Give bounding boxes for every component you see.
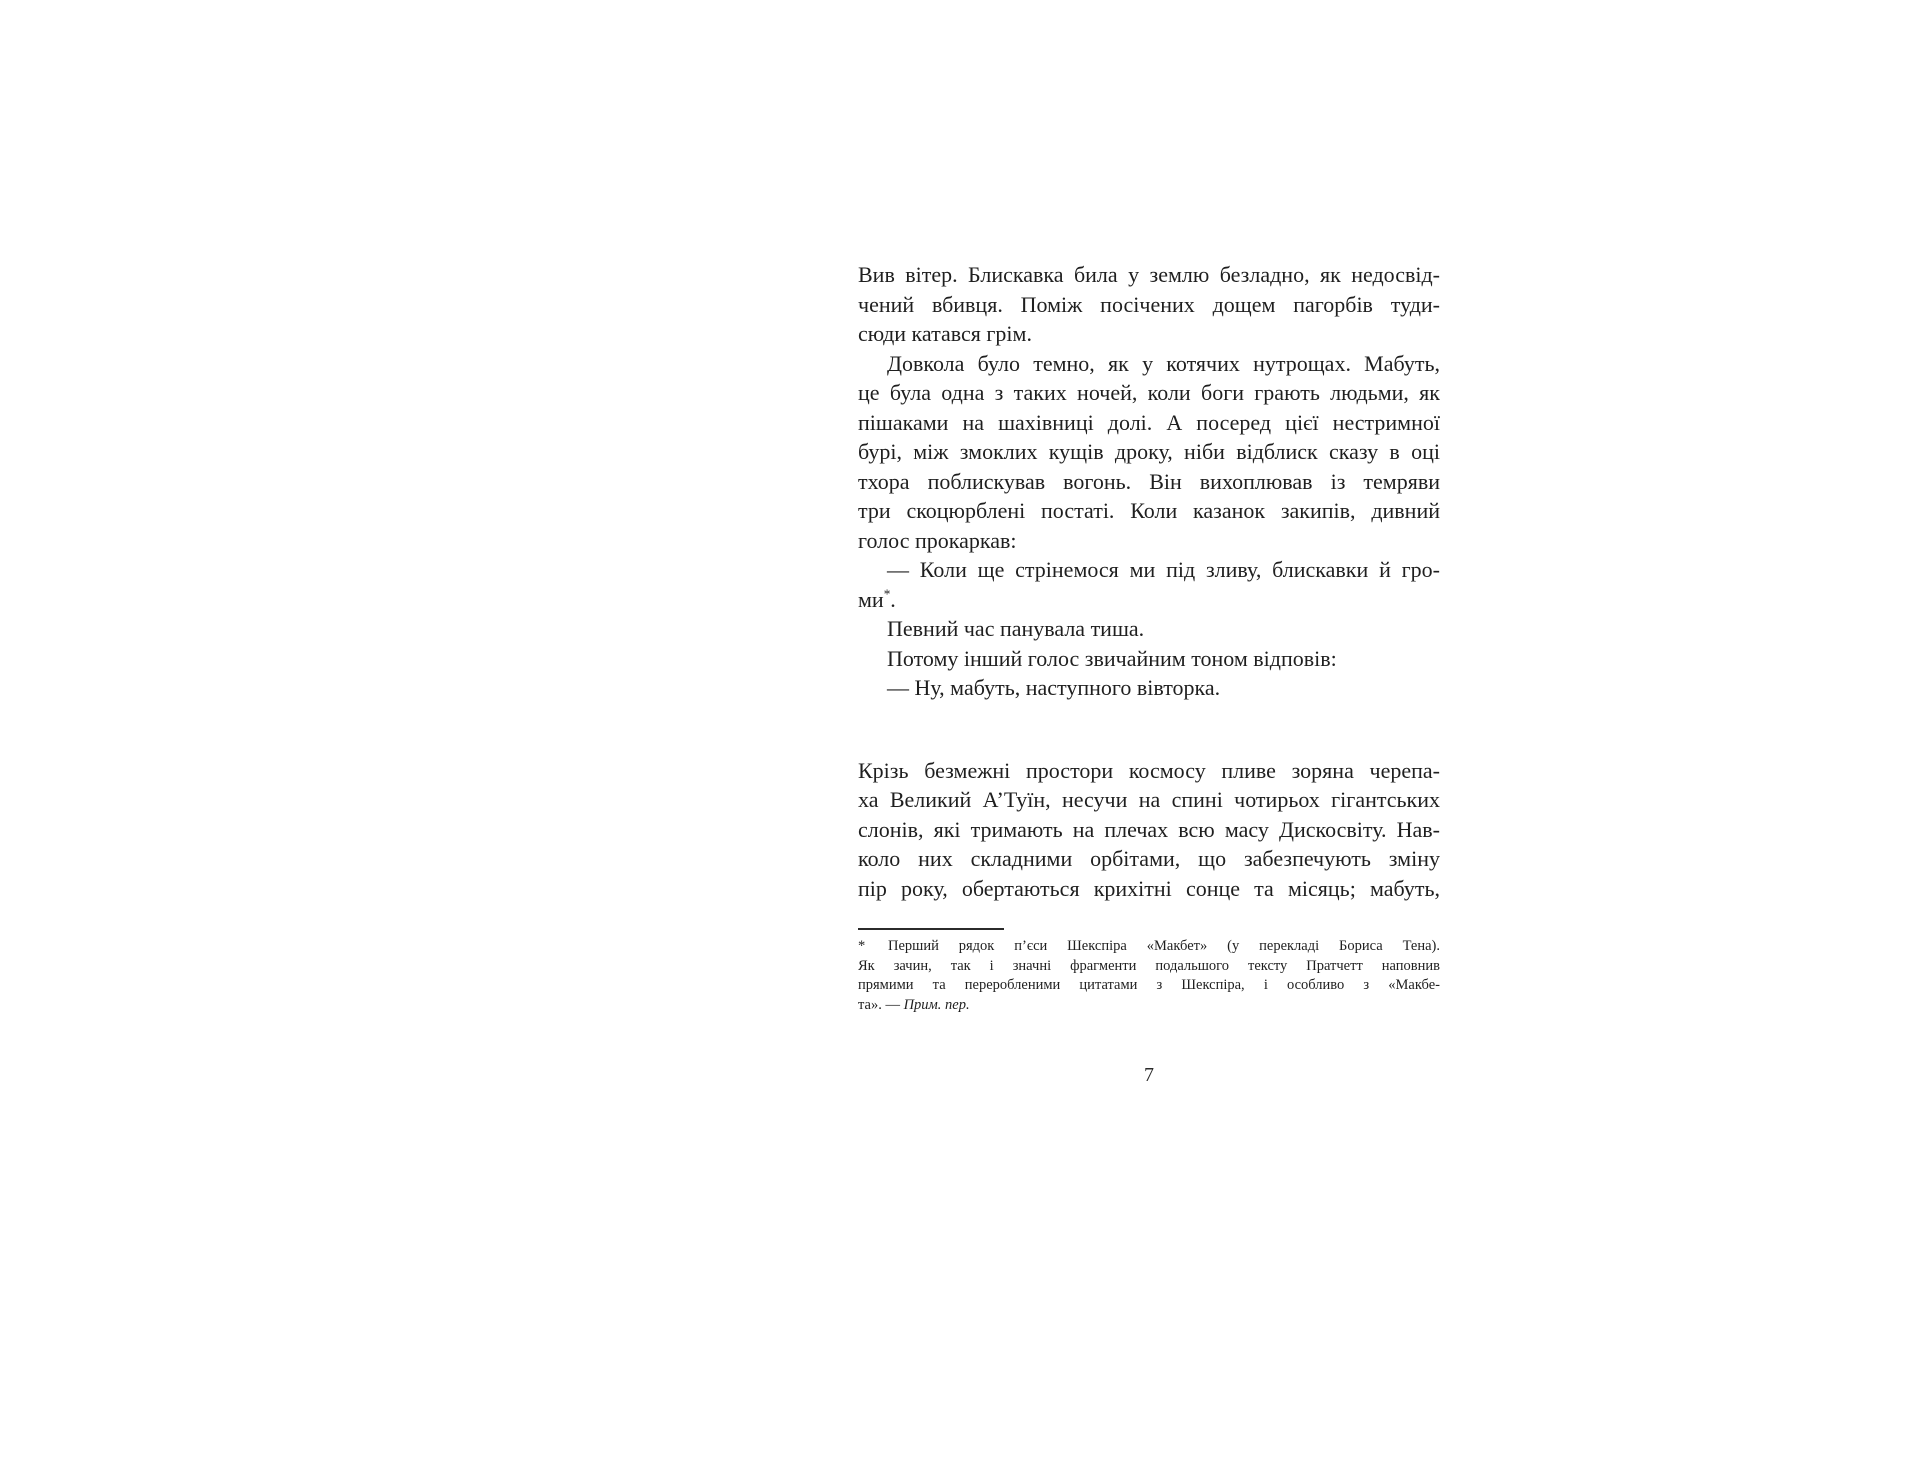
text-line: голос прокаркав: — [858, 527, 1017, 553]
text-line: пір року, обертаються крихітні сонце та місяць; мабуть, — [858, 875, 1440, 901]
paragraph — [858, 349, 1440, 556]
text-line: бурі, між змоклих кущів дроку, ніби відблиск сказу в оці — [858, 439, 1440, 464]
translator-note-label: Прим. пер. — [903, 996, 970, 1013]
footnote-line: та». — Прим. пер. — [858, 996, 970, 1013]
footnote-line: прямими та переробленими цитатами з Шекспіра, і особливо з «Макбе- — [858, 977, 1440, 993]
footnote-separator-rule — [858, 928, 1004, 930]
text-line: Потому інший голос звичайним тоном відповів: — [887, 645, 1337, 671]
text-line: тхора поблискував вогонь. Він вихоплював із темряви — [858, 468, 1440, 494]
footnote-reference-marker: * — [883, 586, 891, 602]
text-line: Вив вітер. Блискавка била у землю безладно, як недосвід- — [858, 262, 1440, 287]
text-line: слонів, які тримають на плечах всю масу Дискосвіту. Нав- — [858, 816, 1440, 842]
paragraph — [858, 673, 1440, 703]
text-line: ха Великий А’Туїн, несучи на спині чотирьох гігантських — [858, 787, 1440, 812]
body-text — [858, 260, 1440, 903]
footnote-line: Як зачин, так і значні фрагменти подальшого тексту Пратчетт наповнив — [858, 957, 1440, 974]
paragraph — [858, 644, 1440, 674]
text-line: сюди катався грім. — [858, 321, 1032, 346]
text-line: це була одна з таких ночей, коли боги грають людьми, як — [858, 380, 1440, 405]
paragraph — [858, 260, 1440, 349]
text-line: пішаками на шахівниці долі. А посеред цієї нестримної — [858, 409, 1440, 435]
text-line: три скоцюрблені постаті. Коли казанок закипів, дивний — [858, 498, 1440, 523]
paragraph — [858, 555, 1440, 614]
page-number: 7 — [1144, 1064, 1154, 1086]
paragraph — [858, 614, 1440, 644]
text-line: Крізь безмежні простори космосу пливе зоряна черепа- — [858, 757, 1440, 783]
text-line: Певний час панувала тиша. — [887, 616, 1145, 641]
text-line: — Ну, мабуть, наступного вівторка. — [887, 675, 1221, 700]
paragraph — [858, 756, 1440, 904]
text-line: ми*. — [858, 586, 896, 612]
text-line: — Коли ще стрінемося ми під зливу, блискавки й гро- — [887, 557, 1440, 582]
text-line: Довкола було темно, як у котячих нутрощах. Мабуть, — [887, 350, 1440, 376]
footnote-asterisk-marker: * — [858, 938, 866, 954]
book-page-text-column — [858, 260, 1440, 1085]
text-line: чений вбивця. Поміж посічених дощем пагорбів туди- — [858, 291, 1440, 317]
footnote — [858, 937, 1440, 1015]
text-line: коло них складними орбітами, що забезпечують зміну — [858, 846, 1440, 871]
footnote-line: * Перший рядок п’єси Шекспіра «Макбет» (у перекладі Бориса Тена). — [858, 937, 1440, 957]
